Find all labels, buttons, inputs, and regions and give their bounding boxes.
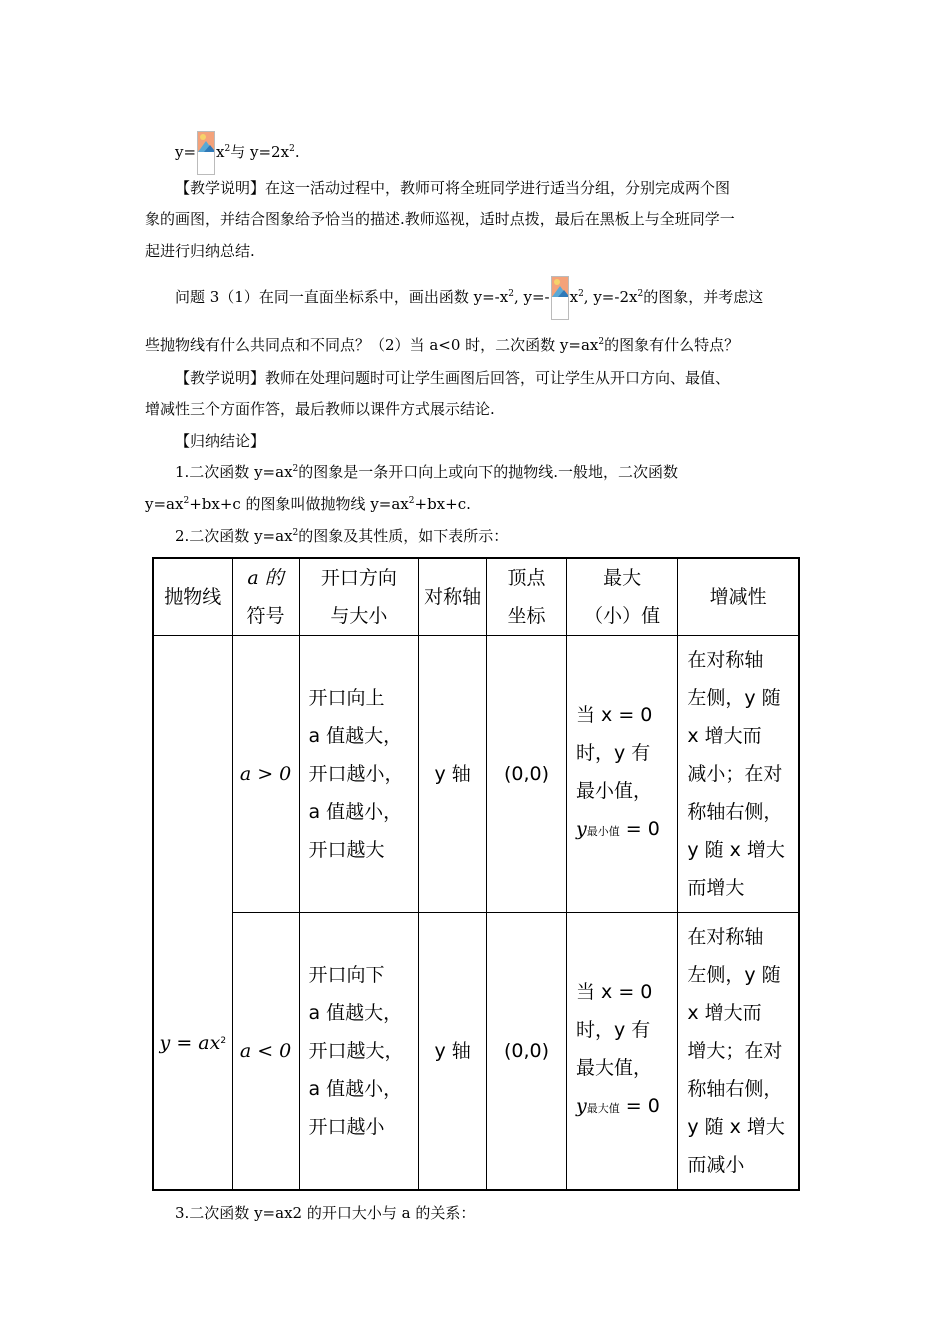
- problem-3-line1: [175, 275, 763, 320]
- text: , y=-2x: [583, 288, 638, 306]
- exponent: 2: [220, 1035, 227, 1046]
- text: .: [294, 143, 300, 161]
- text: 当 x = 0: [576, 981, 653, 1004]
- text: = 0: [619, 1095, 660, 1118]
- conclusion-1-line2: [145, 494, 471, 514]
- text: 而减小: [687, 1153, 745, 1176]
- text: a > 0: [239, 762, 292, 785]
- text: a < 0: [239, 1039, 292, 1062]
- teaching-note-1-line2: 象的画图，并结合图象给予恰当的描述.教师巡视，适时点拨，最后在黑板上与全班同学一: [145, 210, 735, 228]
- header-parabola: 抛物线: [153, 558, 232, 636]
- fraction-image-icon: [551, 276, 569, 320]
- text: 当 x = 0: [576, 704, 653, 727]
- opening-cell: [299, 636, 419, 913]
- text: a 值越小，: [308, 1077, 403, 1100]
- text: y: [576, 1095, 587, 1118]
- monotonicity-cell: [678, 636, 799, 913]
- table-row: [153, 912, 799, 1190]
- text: 最小值，: [576, 780, 653, 803]
- exponent: 2: [292, 464, 299, 474]
- sign-cell: [232, 912, 299, 1190]
- text: y 随 x 增大: [687, 838, 785, 861]
- text: 减小；在对: [687, 762, 783, 785]
- conclusion-1-line1: [175, 462, 678, 482]
- text: 的图象有什么特点？: [604, 336, 740, 354]
- text: y 随 x 增大: [687, 1115, 785, 1138]
- table-row: [153, 636, 799, 913]
- text: 与大小: [330, 605, 388, 627]
- text: 而增大: [687, 876, 745, 899]
- exponent: 2: [408, 496, 415, 506]
- text: 2.二次函数 y=ax: [175, 527, 293, 545]
- text: 时，y 有: [576, 1019, 651, 1042]
- exponent: 2: [292, 528, 299, 538]
- parabola-cell: [153, 636, 232, 1191]
- sign-cell: [232, 636, 299, 913]
- exponent: 2: [224, 144, 231, 154]
- teaching-note-2-line2: 增减性三个方面作答，最后教师以课件方式展示结论.: [145, 400, 495, 418]
- text: +bx+c.: [414, 495, 471, 513]
- table-header-row: [153, 558, 799, 636]
- axis-cell: y 轴: [419, 636, 487, 913]
- extremum-cell: [567, 912, 678, 1190]
- text: 的图象是一条开口向上或向下的抛物线.一般地，二次函数: [298, 463, 679, 481]
- text: 与 y=2x: [230, 143, 290, 161]
- text: （小）值: [584, 605, 661, 627]
- text: 1.二次函数 y=ax: [175, 463, 293, 481]
- exponent: 2: [508, 289, 514, 299]
- text: a 值越大，: [308, 1001, 403, 1024]
- text: 符号: [246, 605, 285, 627]
- subscript: 最小值: [586, 825, 620, 839]
- text: y: [576, 818, 587, 841]
- header-sign: [232, 558, 299, 636]
- subscript: 最大值: [586, 1102, 620, 1116]
- teaching-note-1-line3: 起进行归纳总结.: [145, 242, 255, 260]
- text: y=: [175, 143, 197, 161]
- exponent: 2: [598, 337, 605, 347]
- fraction-image-icon: [197, 131, 215, 175]
- text: 时，y 有: [576, 742, 651, 765]
- text: 称轴右侧，: [687, 1077, 783, 1100]
- text: = 0: [619, 818, 660, 841]
- opening-cell: [299, 912, 419, 1190]
- monotonicity-cell: [678, 912, 799, 1190]
- conclusion-title: 【归纳结论】: [175, 432, 266, 450]
- text: y = ax: [159, 1031, 221, 1054]
- text: 增大；在对: [687, 1039, 783, 1062]
- text: x: [569, 288, 579, 306]
- extremum-cell: [567, 636, 678, 913]
- problem-3-line2: [145, 335, 739, 355]
- exponent: 2: [289, 144, 295, 154]
- text: x: [216, 143, 225, 161]
- conclusion-2-line: [175, 526, 508, 546]
- text: 开口越大，: [308, 1039, 404, 1062]
- text: 开口越小，: [308, 762, 404, 785]
- text: 左侧，y 随: [687, 963, 781, 986]
- text: 在对称轴: [687, 648, 764, 671]
- text: 开口越小: [308, 1115, 385, 1138]
- header-axis: 对称轴: [419, 558, 487, 636]
- text: 些抛物线有什么共同点和不同点？（2）当 a<0 时，二次函数 y=ax: [145, 336, 599, 354]
- text: x 增大而: [687, 724, 762, 747]
- text: 顶点: [507, 567, 546, 589]
- vertex-cell: (0,0): [487, 636, 567, 913]
- text: 的图象，并考虑这: [643, 288, 764, 306]
- exponent: 2: [637, 289, 644, 299]
- exponent: 2: [183, 496, 190, 506]
- teaching-note-1-line1: 【教学说明】在这一活动过程中，教师可将全班同学进行适当分组，分别完成两个图: [175, 179, 731, 197]
- text: 在对称轴: [687, 925, 764, 948]
- text: a 值越小，: [308, 800, 403, 823]
- text: 开口向上: [308, 686, 385, 709]
- axis-cell: y 轴: [419, 912, 487, 1190]
- text: y=ax: [145, 495, 184, 513]
- text: x 增大而: [687, 1001, 762, 1024]
- text: a 的: [247, 567, 284, 589]
- text: 最大值，: [576, 1057, 653, 1080]
- text: 开口方向: [320, 567, 397, 589]
- header-vertex: [487, 558, 567, 636]
- function-line: [175, 130, 300, 175]
- properties-table: [152, 557, 800, 1191]
- text: 坐标: [507, 605, 546, 627]
- text: 问题 3（1）在同一直面坐标系中，画出函数 y=-x: [175, 288, 509, 306]
- text: 开口向下: [308, 963, 385, 986]
- text: 称轴右侧，: [687, 800, 783, 823]
- text: 左侧，y 随: [687, 686, 781, 709]
- header-extremum: [567, 558, 678, 636]
- conclusion-3-line: 3.二次函数 y=ax2 的开口大小与 a 的关系：: [175, 1204, 476, 1222]
- header-opening: [299, 558, 419, 636]
- exponent: 2: [578, 289, 584, 299]
- text: 最大: [603, 567, 642, 589]
- text: 的图象及其性质，如下表所示：: [298, 527, 509, 545]
- text: +bx+c 的图象叫做抛物线 y=ax: [189, 495, 409, 513]
- text: , y=-: [513, 288, 550, 306]
- text: a 值越大，: [308, 724, 403, 747]
- header-monotonicity: 增减性: [678, 558, 799, 636]
- vertex-cell: (0,0): [487, 912, 567, 1190]
- text: 开口越大: [308, 838, 385, 861]
- teaching-note-2-line1: 【教学说明】教师在处理问题时可让学生画图后回答，可让学生从开口方向、最值、: [175, 369, 731, 387]
